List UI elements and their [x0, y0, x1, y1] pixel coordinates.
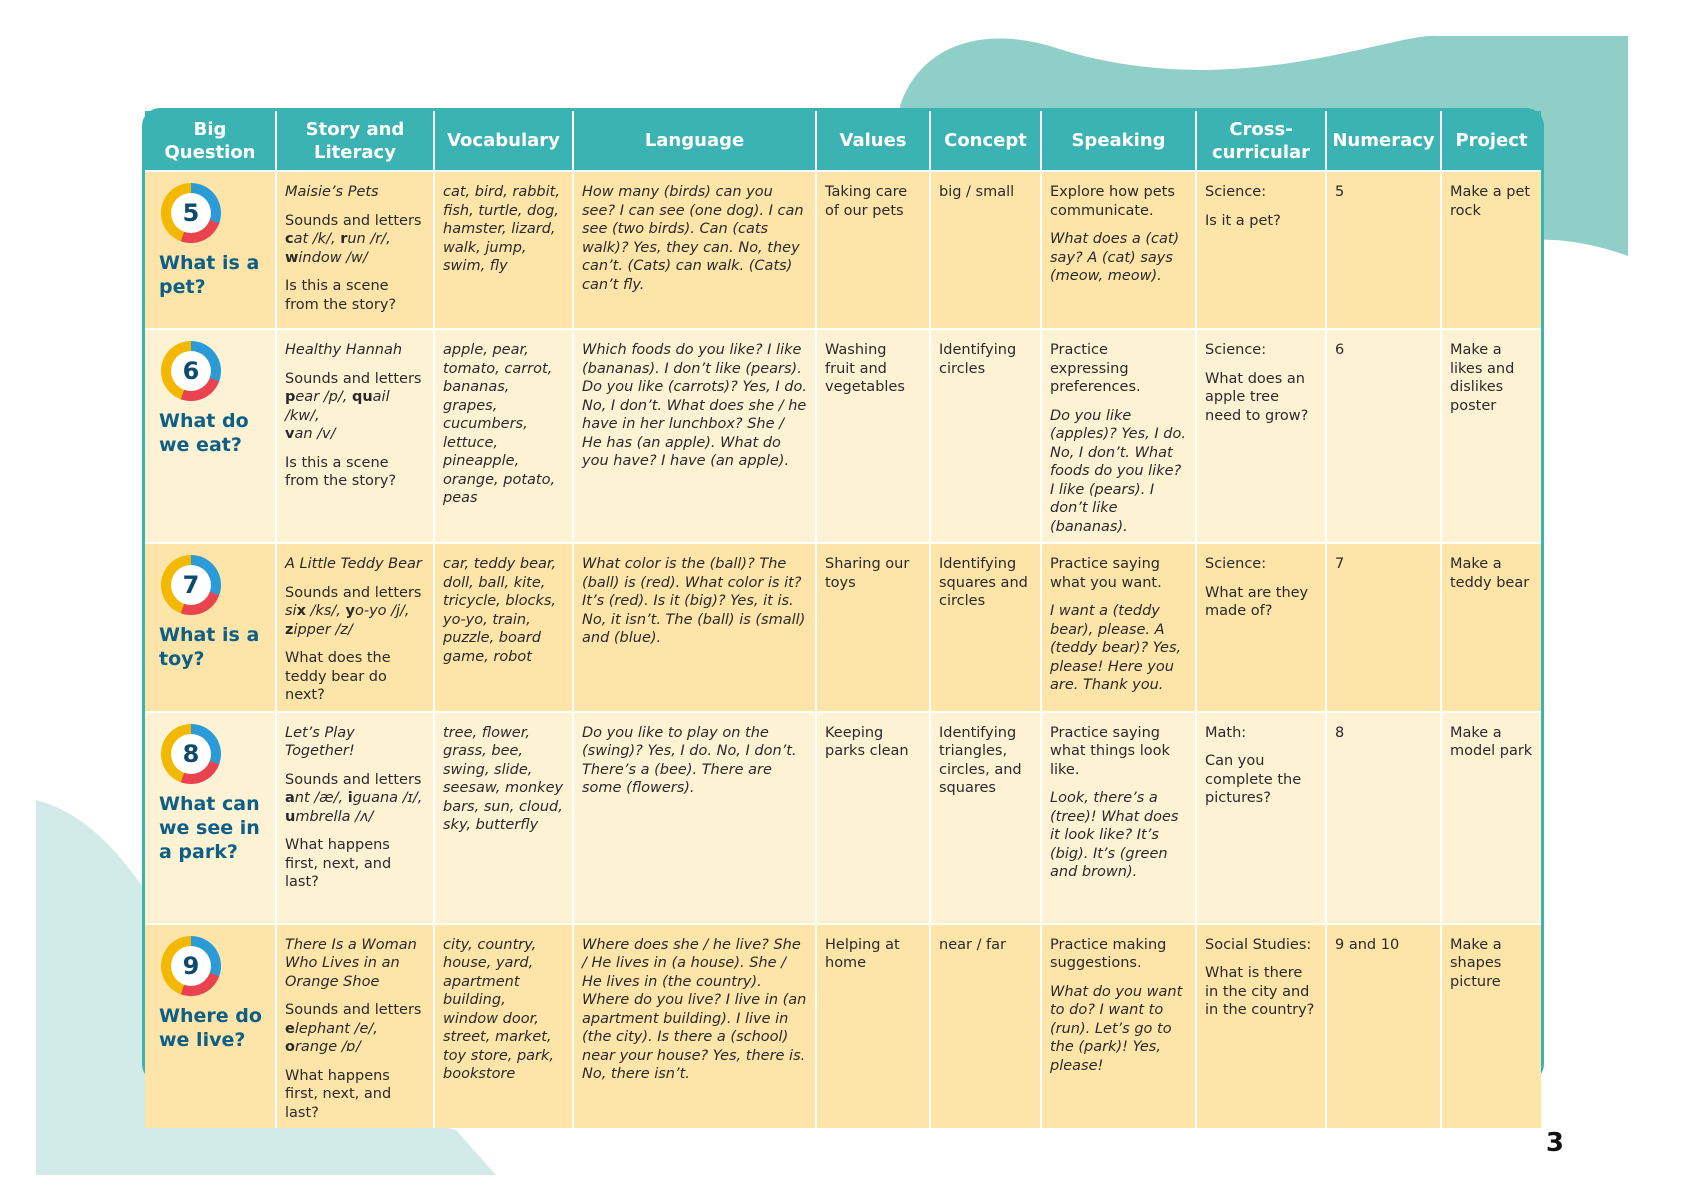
speaking-cell	[1041, 543, 1196, 712]
unit-number-badge-icon	[161, 183, 221, 243]
table-row	[145, 712, 1541, 924]
header-story-literacy: Story and Literacy	[276, 111, 434, 171]
story-activity: What does the teddy bear do next?	[285, 650, 391, 703]
story-title: A Little Teddy Bear	[285, 556, 422, 572]
unit-number-badge-icon	[161, 724, 221, 784]
big-question-text: Where do we live?	[159, 1004, 262, 1051]
sounds-line: ant /æ/, iguana /ɪ/,	[285, 790, 423, 806]
unit-number: 9	[171, 946, 211, 986]
cross-detail: What are they made of?	[1205, 584, 1309, 619]
header-numeracy: Numeracy	[1326, 111, 1441, 171]
language-cell: Where does she / he live? She / He lives in (a house). She / He lives in (the country). Where do you live? I live in (an apartment building). I live in (the city). Is there a (school) near your house? Yes, there is. No, there isn’t.	[573, 924, 816, 1129]
vocabulary-cell: apple, pear, tomato, carrot, bananas, grapes, cucumbers, lettuce, pineapple, orange, potato, peas	[434, 329, 573, 543]
values-cell: Keeping parks clean	[816, 712, 930, 924]
story-literacy-cell	[276, 171, 434, 329]
sounds-label: Sounds and letters	[285, 1002, 422, 1018]
unit-number: 5	[171, 193, 211, 233]
cross-subject: Science:	[1205, 184, 1267, 200]
speaking-intro: Practice expressing preferences.	[1050, 342, 1141, 395]
sounds-label: Sounds and letters	[285, 771, 422, 788]
sounds-line: zipper /z/	[285, 621, 353, 638]
sounds-label: Sounds and letters	[285, 212, 422, 229]
cross-curricular-cell	[1196, 171, 1326, 329]
header-speaking: Speaking	[1041, 111, 1196, 171]
story-title: There Is a Woman Who Lives in an Orange Shoe	[285, 936, 417, 990]
values-cell: Taking care of our pets	[816, 171, 930, 329]
concept-cell: Identifying squares and circles	[930, 543, 1041, 712]
story-activity: Is this a scene from the story?	[285, 454, 397, 489]
project-cell: Make a shapes picture	[1441, 924, 1541, 1129]
unit-number: 6	[171, 351, 211, 391]
cross-detail: What does an apple tree need to grow?	[1205, 370, 1309, 424]
language-cell: How many (birds) can you see? I can see (one dog). I can see (two birds). Can (cats walk)? Yes, they can. No, they can’t. (Cats) can walk. (Cats) can’t fly.	[573, 171, 816, 329]
numeracy-cell: 7	[1326, 543, 1441, 712]
header-cross-curricular: Cross-curricular	[1196, 111, 1326, 171]
language-cell: What color is the (ball)? The (ball) is (red). What color is it? It’s (red). Is it (big)? Yes, it is. No, it isn’t. The (ball) is (small) and (blue).	[573, 543, 816, 712]
unit-number-badge-icon	[161, 936, 221, 996]
curriculum-table	[142, 108, 1544, 1121]
unit-number-badge-icon	[161, 555, 221, 615]
unit-number: 8	[171, 734, 211, 774]
page-number: 3	[1545, 1128, 1564, 1158]
sounds-line: elephant /e/,	[285, 1020, 378, 1037]
speaking-example: Do you like (apples)? Yes, I do. No, I don’t. What foods do you like? I like (pears). I don’t like (bananas).	[1050, 407, 1186, 535]
unit-number: 7	[171, 565, 211, 605]
sounds-line: pear /p/, quail /kw/,	[285, 389, 390, 424]
table-row	[145, 924, 1541, 1129]
sounds-line: window /w/	[285, 249, 368, 266]
cross-detail: What is there in the city and in the country?	[1205, 965, 1315, 1018]
numeracy-cell: 5	[1326, 171, 1441, 329]
vocabulary-cell: tree, flower, grass, bee, swing, slide, seesaw, monkey bars, sun, cloud, sky, butterfly	[434, 712, 573, 924]
story-title: Let’s Play Together!	[285, 724, 355, 759]
big-question-cell	[145, 924, 276, 1129]
project-cell: Make a likes and dislikes poster	[1441, 329, 1541, 543]
language-cell: Which foods do you like? I like (bananas). I don’t like (pears). Do you like (carrots)? Yes, I do. No, I don’t. What does she / he have in her lunchbox? She / He has (an apple). What do you have? I have (an apple).	[573, 329, 816, 543]
story-title: Maisie’s Pets	[285, 184, 379, 200]
big-question-text: What can we see in a park?	[159, 792, 260, 863]
vocabulary-cell: car, teddy bear, doll, ball, kite, tricycle, blocks, yo-yo, train, puzzle, board game, robot	[434, 543, 573, 712]
header-values: Values	[816, 111, 930, 171]
header-language: Language	[573, 111, 816, 171]
project-cell: Make a pet rock	[1441, 171, 1541, 329]
concept-cell: near / far	[930, 924, 1041, 1129]
sounds-line: orange /ɒ/	[285, 1039, 361, 1055]
speaking-intro: Practice making suggestions.	[1050, 936, 1167, 971]
vocabulary-cell: cat, bird, rabbit, fish, turtle, dog, hamster, lizard, walk, jump, swim, fly	[434, 171, 573, 329]
unit-number-badge-icon	[161, 341, 221, 401]
cross-subject: Science:	[1205, 342, 1267, 358]
cross-subject: Social Studies:	[1205, 936, 1312, 953]
big-question-text: What do we eat?	[159, 410, 249, 456]
speaking-example: What do you want to do? I want to (run). Let’s go to the (park)! Yes, please!	[1050, 983, 1183, 1074]
cross-curricular-cell	[1196, 543, 1326, 712]
header-big-question: Big Question	[145, 111, 276, 171]
speaking-cell	[1041, 924, 1196, 1129]
values-cell: Washing fruit and vegetables	[816, 329, 930, 543]
header-project: Project	[1441, 111, 1541, 171]
concept-cell: Identifying circles	[930, 329, 1041, 543]
speaking-intro: Practice saying what things look like.	[1050, 724, 1170, 778]
table-row	[145, 171, 1541, 329]
sounds-line: umbrella /ʌ/	[285, 808, 374, 825]
big-question-cell	[145, 543, 276, 712]
big-question-text: What is a pet?	[159, 252, 260, 298]
story-title: Healthy Hannah	[285, 342, 403, 358]
speaking-intro: Practice saying what you want.	[1050, 556, 1162, 591]
values-cell: Sharing our toys	[816, 543, 930, 712]
speaking-example: What does a (cat) say? A (cat) says (meow, meow).	[1050, 231, 1180, 284]
numeracy-cell: 8	[1326, 712, 1441, 924]
header-row	[145, 111, 1541, 171]
numeracy-cell: 9 and 10	[1326, 924, 1441, 1129]
concept-cell: Identifying triangles, circles, and squares	[930, 712, 1041, 924]
values-cell: Helping at home	[816, 924, 930, 1129]
project-cell: Make a model park	[1441, 712, 1541, 924]
big-question-cell	[145, 712, 276, 924]
cross-curricular-cell	[1196, 924, 1326, 1129]
story-literacy-cell	[276, 329, 434, 543]
cross-curricular-cell	[1196, 712, 1326, 924]
cross-detail: Can you complete the pictures?	[1205, 753, 1302, 806]
speaking-example: I want a (teddy bear), please. A (teddy bear)? Yes, please! Here you are. Thank you.	[1050, 603, 1182, 693]
sounds-line: six /ks/, yo-yo /j/,	[285, 603, 410, 619]
speaking-intro: Explore how pets communicate.	[1050, 184, 1175, 219]
story-activity: Is this a scene from the story?	[285, 278, 397, 313]
table-row	[145, 543, 1541, 712]
project-cell: Make a teddy bear	[1441, 543, 1541, 712]
header-vocabulary: Vocabulary	[434, 111, 573, 171]
speaking-cell	[1041, 171, 1196, 329]
vocabulary-cell: city, country, house, yard, apartment building, window door, street, market, toy store, park, bookstore	[434, 924, 573, 1129]
sounds-label: Sounds and letters	[285, 584, 422, 601]
speaking-cell	[1041, 329, 1196, 543]
concept-cell: big / small	[930, 171, 1041, 329]
speaking-example: Look, there’s a (tree)! What does it look like? It’s (big). It’s (green and brown).	[1050, 790, 1179, 880]
story-literacy-cell	[276, 543, 434, 712]
table-row	[145, 329, 1541, 543]
big-question-cell	[145, 329, 276, 543]
story-literacy-cell	[276, 712, 434, 924]
story-activity: What happens first, next, and last?	[285, 837, 392, 890]
numeracy-cell: 6	[1326, 329, 1441, 543]
cross-detail: Is it a pet?	[1205, 212, 1281, 229]
sounds-line: cat /k/, run /r/,	[285, 231, 391, 247]
header-concept: Concept	[930, 111, 1041, 171]
speaking-cell	[1041, 712, 1196, 924]
big-question-text: What is a toy?	[159, 624, 260, 670]
language-cell: Do you like to play on the (swing)? Yes, I do. No, I don’t. There’s a (bee). There are some (flowers).	[573, 712, 816, 924]
sounds-label: Sounds and letters	[285, 370, 422, 387]
story-activity: What happens first, next, and last?	[285, 1067, 392, 1121]
cross-subject: Math:	[1205, 724, 1247, 741]
story-literacy-cell	[276, 924, 434, 1129]
cross-curricular-cell	[1196, 329, 1326, 543]
sounds-line: van /v/	[285, 426, 336, 442]
cross-subject: Science:	[1205, 556, 1267, 572]
big-question-cell	[145, 171, 276, 329]
